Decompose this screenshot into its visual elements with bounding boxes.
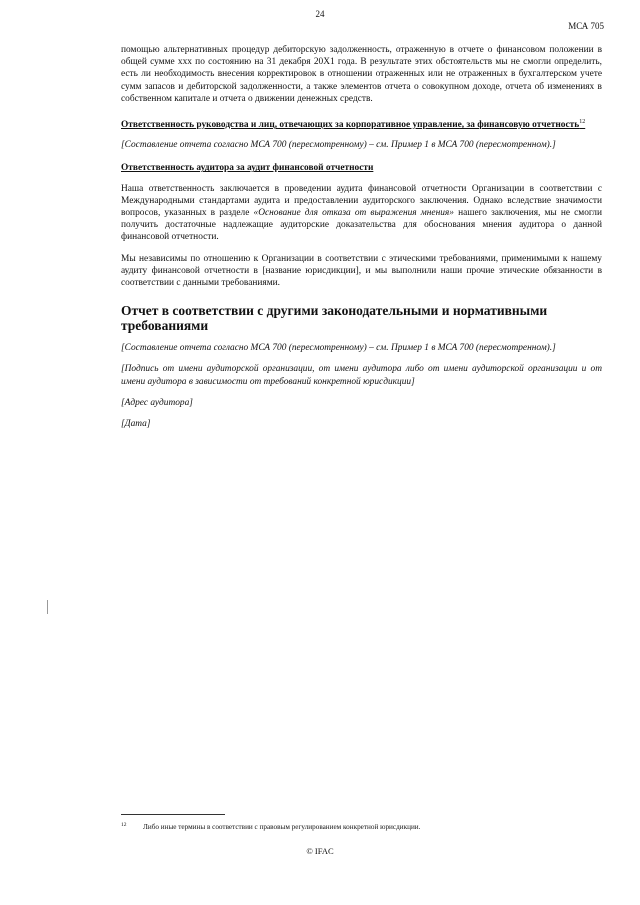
heading-management-responsibility [121,116,602,131]
margin-mark [47,600,48,614]
heading-other-requirements: Отчет в соответствии с другими законодательными и нормативными требованиями [121,303,548,334]
document-code: МСА 705 [568,21,604,31]
footnote-text: Либо иные термины в соответствии с правовым регулированием конкретной юрисдикции. [143,823,421,831]
auditor-paragraph-2: Мы независимы по отношению к Организации в соответствии с этическими требованиями, применимыми к нашему аудиту финансовой отчетности в [название юрисдикции], и мы выполнили наши прочие этические обязанности в соответствии с данными требованиями. [121,253,602,289]
heading-management-text: Ответственность руководства и лиц, отвечающих за корпоративное управление, за финансовую отчетность [121,120,580,131]
auditor-paragraph-1-part-b: нашего заключения, мы не смогли получить достаточные надлежащие аудиторские доказательства для обоснования мнения аудитора о данной финансовой отчетности. [121,208,602,243]
auditor-paragraph-1-part-a: Наша ответственность заключается в проведении аудита финансовой отчетности Организации в соответствии с Международными стандартами аудита и предоставлении аудиторского заключения. Однако вследствие значимости вопросов, указанных в разделе [121,183,602,219]
page-content [121,44,602,439]
note-date: [Дата] [121,419,151,430]
note-signature: [Подпись от имени аудиторской организации, от имени аудитора либо от имени аудиторской организации и от имени аудитора в зависимости от требований конкретной юрисдикции] [121,364,602,387]
note-auditor-address: [Адрес аудитора] [121,397,193,408]
footnote-number: 12 [121,822,127,828]
auditor-paragraph-1-italic: «Основание для отказа от выражения мнения» [253,208,454,219]
copyright-footer: © IFAC [306,846,334,856]
footnote-reference: 12 [579,119,586,126]
intro-paragraph: помощью альтернативных процедур дебиторскую задолженность, отраженную в отчете о финансовом положении в общей сумме xxx по состоянию на 31 декабря 20X1 года. В результате этих обстоятельств мы не смогли определить, есть ли необходимость внесения корректировок в отношении отраженных или не отраженных в бухгалтерском учете сумм запасов и дебиторской задолженности, а также элементов отчета о совокупном доходе, отчета об изменениях в собственном капитале и отчета о движении денежных средств. [121,45,602,104]
heading-auditor-responsibility: Ответственность аудитора за аудит финансовой отчетности [121,163,374,174]
page-number: 24 [315,9,325,19]
note-management: [Составление отчета согласно МСА 700 (пересмотренному) – см. Пример 1 в МСА 700 (пересмотренном).] [121,140,556,151]
auditor-paragraph-1 [121,183,602,244]
footnote-divider [121,814,225,815]
note-other-requirements: [Составление отчета согласно МСА 700 (пересмотренному) – см. Пример 1 в МСА 700 (пересмотренном).] [121,343,556,354]
